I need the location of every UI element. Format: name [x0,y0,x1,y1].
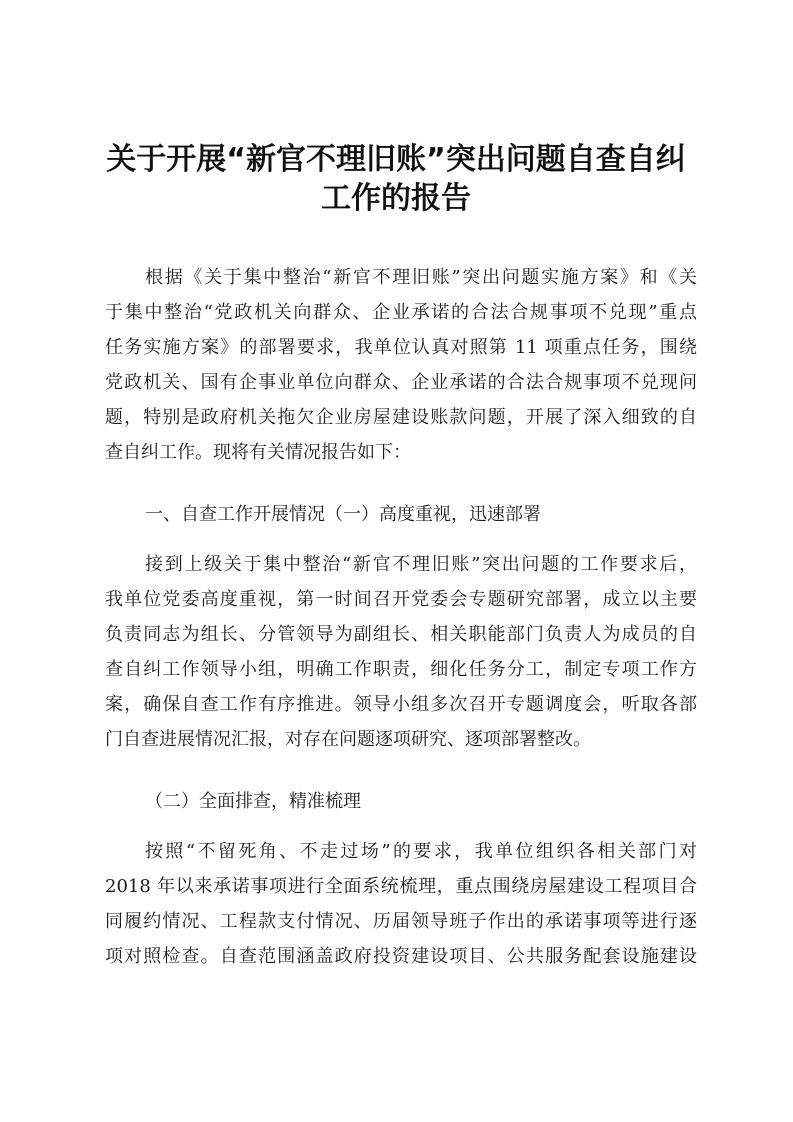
paragraph-line: 接到上级关于集中整治“新官不理旧账”突出问题的工作要求后， [145,554,697,575]
paragraph-line: 查自纠工作。现将有关情况报告如下： [105,442,411,463]
section-one-paragraph [105,547,697,757]
paragraph-line: 项对照检查。自查范围涵盖政府投资建设项目、公共服务配套设施建设 [105,946,697,967]
document-title-line-2: 工作的报告 [321,181,471,216]
paragraph-line: 门自查进展情况汇报，对存在问题逐项研究、逐项部署整改。 [105,729,591,750]
paragraph-line: 我单位党委高度重视，第一时间召开党委会专题研究部署，成立以主要 [105,589,697,610]
section-two-paragraph [105,834,697,974]
paragraph-line: 按照“不留死角、不走过场”的要求，我单位组织各相关部门对 [145,841,697,862]
intro-paragraph [105,260,697,470]
paragraph-line: 根据《关于集中整治“新官不理旧账”突出问题实施方案》和《关 [145,267,697,288]
paragraph-line: 于集中整治“党政机关向群众、企业承诺的合法合规事项不兑现”重点 [105,302,697,323]
paragraph-line: 负责同志为组长、分管领导为副组长、相关职能部门负责人为成员的自 [105,624,697,645]
paragraph-line: 案，确保自查工作有序推进。领导小组多次召开专题调度会，听取各部 [105,694,697,715]
paragraph-line: 2018 年以来承诺事项进行全面系统梳理，重点围绕房屋建设工程项目合 [105,876,697,897]
document-title-line-1: 关于开展“新官不理旧账”突出问题自查自纠 [106,142,686,177]
section-two-heading: （二）全面排查，精准梳理 [145,791,361,812]
paragraph-line: 同履约情况、工程款支付情况、历届领导班子作出的承诺事项等进行逐 [105,911,697,932]
paragraph-line: 题，特别是政府机关拖欠企业房屋建设账款问题，开展了深入细致的自 [105,407,697,428]
paragraph-line: 任务实施方案》的部署要求，我单位认真对照第 11 项重点任务，围绕 [105,337,697,358]
paragraph-line: 党政机关、国有企事业单位向群众、企业承诺的合法合规事项不兑现问 [105,372,697,393]
paragraph-line: 查自纠工作领导小组，明确工作职责，细化任务分工，制定专项工作方 [105,659,697,680]
section-one-heading: 一、自查工作开展情况（一）高度重视，迅速部署 [145,504,541,525]
